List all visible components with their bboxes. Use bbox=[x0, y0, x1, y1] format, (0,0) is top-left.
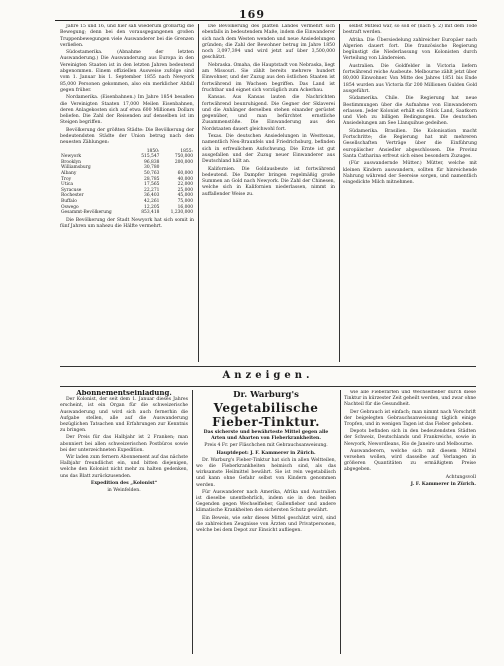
city-cell: Albany bbox=[61, 171, 77, 177]
col3-paragraph: Südamerika. Chile. Die Regierung hat neue Bestimmungen über die Aufnahme von Einwanderern erlassen. Jeder Kolonist erhält ein Stück Land, Saatkorn und Vieh zu billigen Bedingungen. Die deutschen Ansiedelungen am See Llanquihue gedeihen. bbox=[343, 96, 477, 127]
col2-paragraph: Texas. Die deutschen Ansiedelungen in Westtexas, namentlich Neu-Braunfels und Friedrichsburg, befinden sich in erfreulichem Aufschwung. Die Ernte ist gut ausgefallen und der Zuzug neuer Einwanderer aus Deutschland hält an. bbox=[202, 134, 335, 165]
value-cell: 515,547 bbox=[141, 154, 160, 160]
col1-paragraph: Südostamerika. (Abnahme der letzten Auswanderung.) Die Auswanderung aus Europa in den Vereinigten Staaten ist in den letzten Jahren bedeutend abgenommen. Einem offiziellen Ausweise zufolge sind vom 1. Januar bis 1. September 1855 nach Newyork 85,000 Personen gekommen, also ein merklicher Abfall gegen früher. bbox=[60, 50, 194, 93]
col3-paragraph: Südamerika. Brasilien. Die Kolonisation macht Fortschritte; die Regierung hat mit mehreren Gesellschaften Verträge über die Einführung europäischer Ansiedler abgeschlossen. Die Provinz Santa Catharina erfreut sich eines besondern Zuzuges. bbox=[343, 128, 477, 159]
ad1-place: in Weinfelden. bbox=[107, 488, 141, 494]
col3-paragraph: (Für auswandernde Mütter.) Mütter, welche mit kleinen Kindern auswandern, sollten für hinreichende Nahrung während der Seereise sorgen, und namentlich eingedickte Milch mitnehmen. bbox=[343, 161, 477, 186]
section-rule bbox=[60, 366, 476, 367]
value-cell: 12,205 bbox=[144, 204, 160, 210]
ad1-title: Abonnementseinladung. bbox=[76, 390, 172, 397]
city-cell: Oswego bbox=[61, 204, 79, 210]
ad3-paragraph: Der Gebrauch ist einfach; man nimmt nach Vorschrift der beigelegten Gebrauchsanweisung täglich einige Tropfen, und in wenigen Tagen ist das Fieber gehoben. bbox=[344, 409, 476, 428]
col1-paragraph: Nordamerika. (Eisenbahnen.) Im Jahre 1854 besaßen die Vereinigten Staaten 17,000 Meilen Eisenbahnen, deren Anlagekosten sich auf etwa 600 Millionen Dollars beliefen. Die Zahl der Reisenden auf denselben ist im Steigen begriffen. bbox=[60, 95, 194, 126]
column-divider bbox=[339, 24, 340, 362]
population-table bbox=[60, 149, 194, 216]
ad3-paragraph: wie alle Fieberarten und Wechselfieber durch diese Tinktur in kürzester Zeit geheilt werden, und zwar ohne Nachteil für die Gesundheit. bbox=[344, 390, 476, 408]
ad-fever-tincture bbox=[196, 390, 336, 654]
column-divider bbox=[340, 390, 341, 654]
ad3-paragraph: Depots befinden sich in den bedeutendsten Städten der Schweiz, Deutschlands und Frankreichs, sowie in Newyork, Newordleans, Rio de Janeiro und Melbourne. bbox=[344, 429, 476, 447]
value-cell: 60,000 bbox=[177, 171, 193, 177]
ad2-price: Preis 4 Fr. per Fläschchen mit Gebrauchsanweisung. bbox=[204, 443, 328, 449]
city-cell: Williamsburg bbox=[61, 165, 91, 171]
value-cell: 16,000 bbox=[177, 204, 193, 210]
value-cell: 28,785 bbox=[144, 176, 160, 182]
city-cell: Utica bbox=[61, 182, 73, 188]
city-cell: Syracuse bbox=[61, 187, 82, 193]
value-cell: 22,000 bbox=[177, 182, 193, 188]
ad1-paragraph: Der Kolonist, der seit dem 1. Januar dieses Jahres erscheint, ist ein Organ für die schweizerische Auswanderung und wird sich auch fernerhin die Aufgabe stellen, alle auf die Auswanderung bezüglichen Tatsachen und Erfahrungen zur Kenntnis zu bringen. bbox=[60, 397, 188, 434]
total-value-cell: 1,230,000 bbox=[170, 210, 193, 216]
ad2-brand-line2: Vegetabilische Fieber-Tinktur. bbox=[212, 401, 320, 429]
col1-paragraph: Bevölkerung der größten Städte: Die Bevölkerung der bedeutendsten Städte der Union betrug nach den neuesten Zählungen: bbox=[60, 127, 194, 146]
column-divider bbox=[192, 390, 193, 654]
value-cell: 200,000 bbox=[174, 159, 193, 165]
value-cell: 25,000 bbox=[177, 187, 193, 193]
city-cell: Rochester bbox=[61, 193, 84, 199]
col3-paragraph: Afrika. Die Übersiedelung zahlreicher Europäer nach Algerien dauert fort. Die französische Regierung begünstigt die Niederlassung von Kolonisten durch Verteilung von Ländereien. bbox=[343, 37, 477, 62]
value-cell: 30,780 bbox=[144, 165, 160, 171]
value-cell: 45,000 bbox=[177, 193, 193, 199]
city-cell: Newyork bbox=[61, 154, 82, 160]
page-number: 169 bbox=[239, 8, 265, 21]
ads-heading: Anzeigen. bbox=[222, 370, 314, 381]
col1-paragraph: Die Bevölkerung der Stadt Newyork hat sich somit in fünf Jahren um nahezu die Hälfte vermehrt. bbox=[60, 217, 194, 230]
city-cell: Brooklyn bbox=[61, 159, 81, 165]
value-cell: 50,763 bbox=[144, 171, 160, 177]
section-rule bbox=[60, 386, 476, 387]
ad2-paragraph: Dr. Warburg's Fieber-Tinktur hat sich in allen Weltteilen, wo die Fieberkrankheiten heimisch sind, als das wirksamste Heilmittel bewährt. Sie ist rein vegetabilisch und kann ohne Gefahr selbst von Kindern genommen werden. bbox=[196, 457, 336, 488]
ad1-signature: Expedition des „Kolonist“ bbox=[90, 480, 158, 486]
col3-paragraph: selbst Mitleid war, so soll er (nach §. 2) mit dem Tode bestraft werden. bbox=[343, 24, 477, 36]
value-cell: 750,000 bbox=[174, 154, 193, 160]
col2-paragraph: Kansas. Aus Kansas lauten die Nachrichten fortwährend beunruhigend. Die Gegner der Sklaverei und die Anhänger derselben stehen einander gerüstet gegenüber, und man befürchtet ernstliche Zusammenstöße. Die Einwanderung aus den Nordstaaten dauert gleichwohl fort. bbox=[202, 95, 335, 132]
ad-subscription-invitation bbox=[60, 390, 188, 640]
total-value-cell: 853,418 bbox=[141, 210, 160, 216]
col2-paragraph: Kalifornien. Die Goldausbeute ist fortwährend bedeutend. Die Dampfer bringen regelmäßig große Summen an Gold nach Newyork. Die Zahl der Chinesen, welche sich in Kalifornien niederlassen, nimmt in auffallender Weise zu. bbox=[202, 166, 335, 197]
top-rule bbox=[55, 20, 477, 21]
col2-paragraph: Die Bevölkerung des platten Landes vermehrt sich ebenfalls in bedeutendem Maße, indem die Einwanderer sich nach dem Westen wenden und neue Ansiedelungen gründen; die Zahl der Bewohner betrug im Jahre 1850 noch 3,097,394 und wird jetzt auf über 3,500,000 geschätzt. bbox=[202, 24, 335, 61]
value-cell: 96,838 bbox=[144, 159, 160, 165]
col3-paragraph: Australien. Die Goldfelder in Victoria liefern fortwährend reiche Ausbeute. Melbourne zählt jetzt über 80,000 Einwohner. Von Mitte des Jahres 1851 bis Ende 1854 wurden aus Victoria für 200 Millionen Gulden Gold ausgeführt. bbox=[343, 63, 477, 94]
table-total-row bbox=[60, 210, 194, 216]
ad3-signature: J. F. Kammerer in Zürich. bbox=[410, 481, 476, 487]
value-cell: 22,271 bbox=[144, 187, 160, 193]
value-cell: 36,403 bbox=[144, 193, 160, 199]
column-3 bbox=[343, 24, 477, 362]
ad1-paragraph: Wir laden zum fernern Abonnement auf das nächste Halbjahr freundlichst ein, und bitten diejenigen, welche den Kolonist nicht mehr zu halten gedenken, uns das Blatt zurückzusenden. bbox=[60, 455, 188, 479]
value-cell: 40,000 bbox=[177, 176, 193, 182]
ad2-brand-line1: Dr. Warburg's bbox=[233, 390, 299, 400]
ad1-paragraph: Der Preis für das Halbjahr ist 2 Franken; man abonniert bei allen schweizerischen Postbüros sowie bei der unterzeichneten Expedition. bbox=[60, 435, 188, 453]
city-cell: Troy bbox=[61, 176, 72, 182]
value-cell: 75,000 bbox=[177, 198, 193, 204]
ad3-paragraph: Auswanderern, welche sich mit diesem Mittel versehen wollen, wird dasselbe auf Verlangen in größeren Quantitäten zu ermäßigtem Preise abgegeben. bbox=[344, 448, 476, 473]
ad2-depot: Hauptdepot: J. F. Kammerer in Zürich. bbox=[216, 450, 316, 456]
city-cell: Buffalo bbox=[61, 198, 77, 204]
col2-paragraph: Nebraska. Omaha, die Hauptstadt von Nebraska, liegt am Missouri. Sie zählt bereits mehrere hundert Einwohner, und der Zuzug aus den östlichen Staaten ist fortwährend im Wachsen begriffen. Das Land ist fruchtbar und eignet sich vorzüglich zum Ackerbau. bbox=[202, 62, 335, 93]
ad-fever-tincture-continued bbox=[344, 390, 476, 654]
value-cell: 17,565 bbox=[144, 182, 160, 188]
column-2 bbox=[202, 24, 335, 362]
ad3-closing: Achtungsvoll bbox=[445, 474, 476, 480]
ad2-paragraph: Ein Beweis, wie sehr dieses Mittel geschätzt wird, sind die zahlreichen Zeugnisse von Ärzten und Privatpersonen, welche bei dem Depot zur Einsicht aufliegen. bbox=[196, 515, 336, 534]
ad2-paragraph: Für Auswanderer nach Amerika, Afrika und Australien ist dieselbe unentbehrlich, indem sie in den heißen Gegenden gegen Wechselfieber, Gallenfieber und andere klimatische Krankheiten den sichersten Schutz gewährt. bbox=[196, 489, 336, 514]
ad2-subtitle: Das sicherste und bewährteste Mittel gegen alle Arten und Abarten von Fieberkrankheiten. bbox=[203, 430, 329, 442]
col1-paragraph: Jahre 15 und 16, und hier sah wiederum großartig die Bewegung; denn bei den vorausgegangenen großen Truppenbewegungen viele Auswanderer bei die Grenzen verließen. bbox=[60, 24, 194, 48]
table-header-cell: 1855: bbox=[180, 148, 193, 154]
table-header-cell: 1850: bbox=[146, 148, 160, 154]
value-cell: 42,261 bbox=[144, 198, 160, 204]
column-1 bbox=[60, 24, 194, 362]
column-divider bbox=[198, 24, 199, 362]
total-label-cell: Gesammt-Bevölkerung bbox=[61, 210, 112, 216]
